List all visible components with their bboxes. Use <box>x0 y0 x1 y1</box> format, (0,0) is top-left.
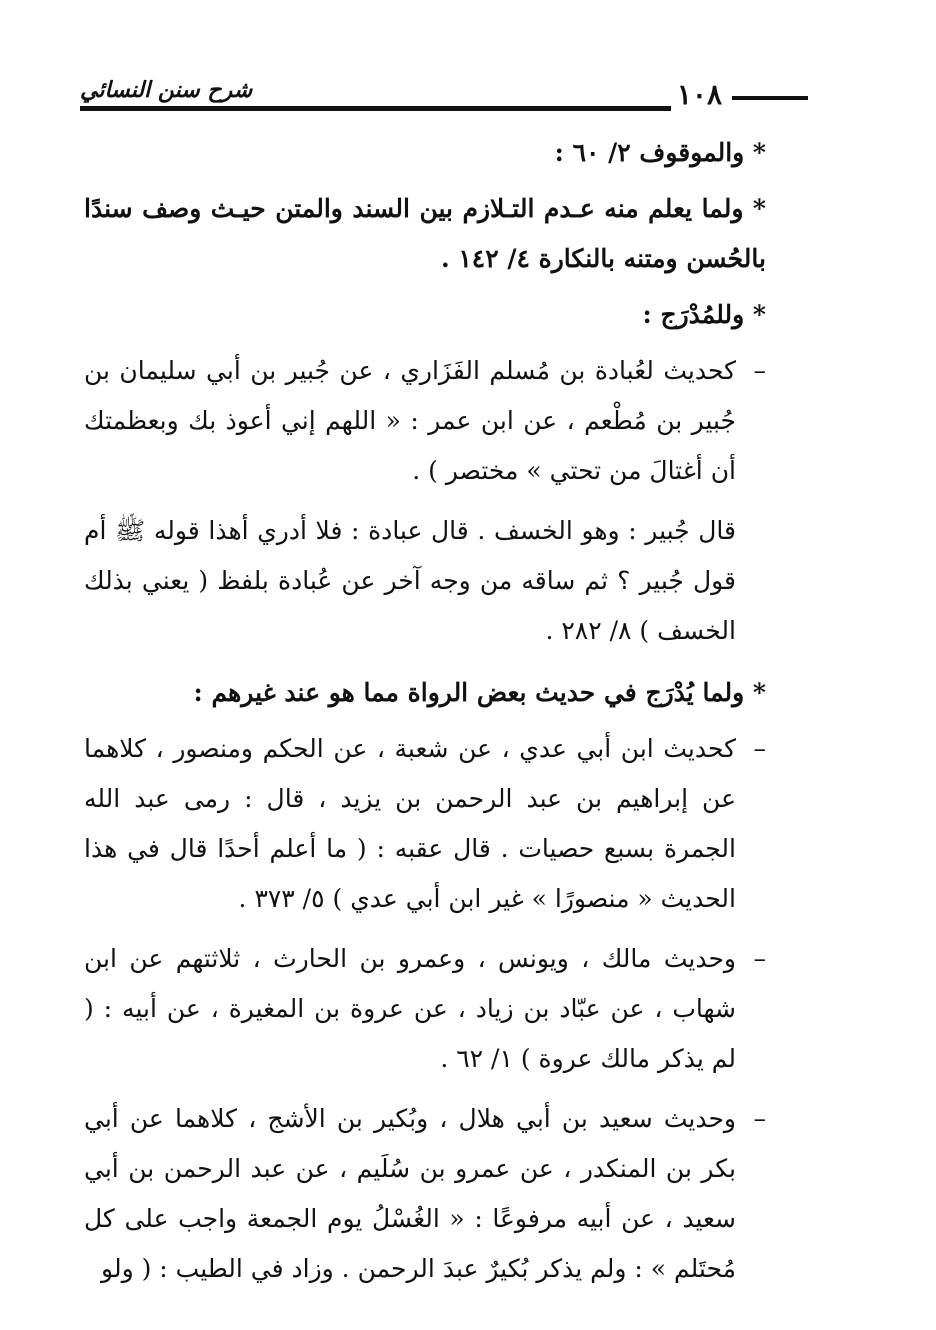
list-item-malik <box>84 934 766 1084</box>
dash-marker: – <box>753 356 766 385</box>
dash-marker: – <box>753 1104 766 1133</box>
list-item-text: وحديث مالك ، ويونس ، وعمرو بن الحارث ، ثلاثتهم عن ابن شهاب ، عن عبّاد بن زياد ، عن عروة بن المغيرة ، عن أبيه : ( لم يذكر مالك عروة ) ١/ ٦٢ . <box>84 944 737 1073</box>
bullet-mudraj: * وللمُدْرَج : <box>642 300 766 329</box>
list-item-continuation: قال جُبير : وهو الخسف . قال عبادة : فلا أدري أهذا قوله ﷺ أم قول جُبير ؟ ثم ساقه من وجه آخر عن عُبادة بلفظ ( يعني بذلك الخسف ) ٨/ ٢٨٢ . <box>84 516 736 645</box>
page-header <box>80 72 808 120</box>
page-body <box>84 128 766 1304</box>
dash-marker: – <box>753 944 766 973</box>
list-item-ubada <box>84 346 766 496</box>
bullet-no-correlation: * ولما يعلم منه عـدم التـلازم بين السند والمتن حيـث وصف سندًا بالحُسن ومتنه بالنكارة ٤/ ١٤٢ . <box>84 194 766 273</box>
header-rule <box>80 106 680 111</box>
list-item-text: كحديث لعُبادة بن مُسلم الفَزَاري ، عن جُبير بن أبي سليمان بن جُبير بن مُطْعم ، عن ابن عمر : « اللهم إني أعوذ بك وبعظمتك أن أغتالَ من تحتي » مختصر ) . <box>84 356 736 485</box>
bullet-yudraj: * ولما يُدْرَج في حديث بعض الرواة مما هو عند غيرهم : <box>193 678 766 707</box>
running-title: شرح سنن النسائي <box>80 78 253 103</box>
list-item-said <box>84 1094 766 1294</box>
page-number: ١٠٨ <box>671 78 728 111</box>
list-item-text: وحديث سعيد بن أبي هلال ، وبُكير بن الأشج ، كلاهما عن أبي بكر بن المنكدر ، عن عمرو بن سُلَيم ، عن عبد الرحمن بن أبي سعيد ، عن أبيه مرفوعًا : « الغُسْلُ يوم الجمعة واجب على كل مُحتَلم » : ولم يذكر بُكيرٌ عبدَ الرحمن . وزاد في الطيب : ( ولو <box>84 1104 736 1283</box>
dash-marker: – <box>753 734 766 763</box>
list-item-ibn-abi-adi <box>84 724 766 924</box>
header-rule-right <box>732 96 808 100</box>
bullet-mawquf: * والموقوف ٢/ ٦٠ : <box>554 138 766 167</box>
list-item-text: كحديث ابن أبي عدي ، عن شعبة ، عن الحكم ومنصور ، كلاهما عن إبراهيم بن عبد الرحمن بن يزيد ، قال : رمى عبد الله الجمرة بسبع حصيات . قال عقبه : ( ما أعلم أحدًا قال في هذا الحديث « منصورًا » غير ابن أبي عدي ) ٥/ ٣٧٣ . <box>84 734 736 913</box>
